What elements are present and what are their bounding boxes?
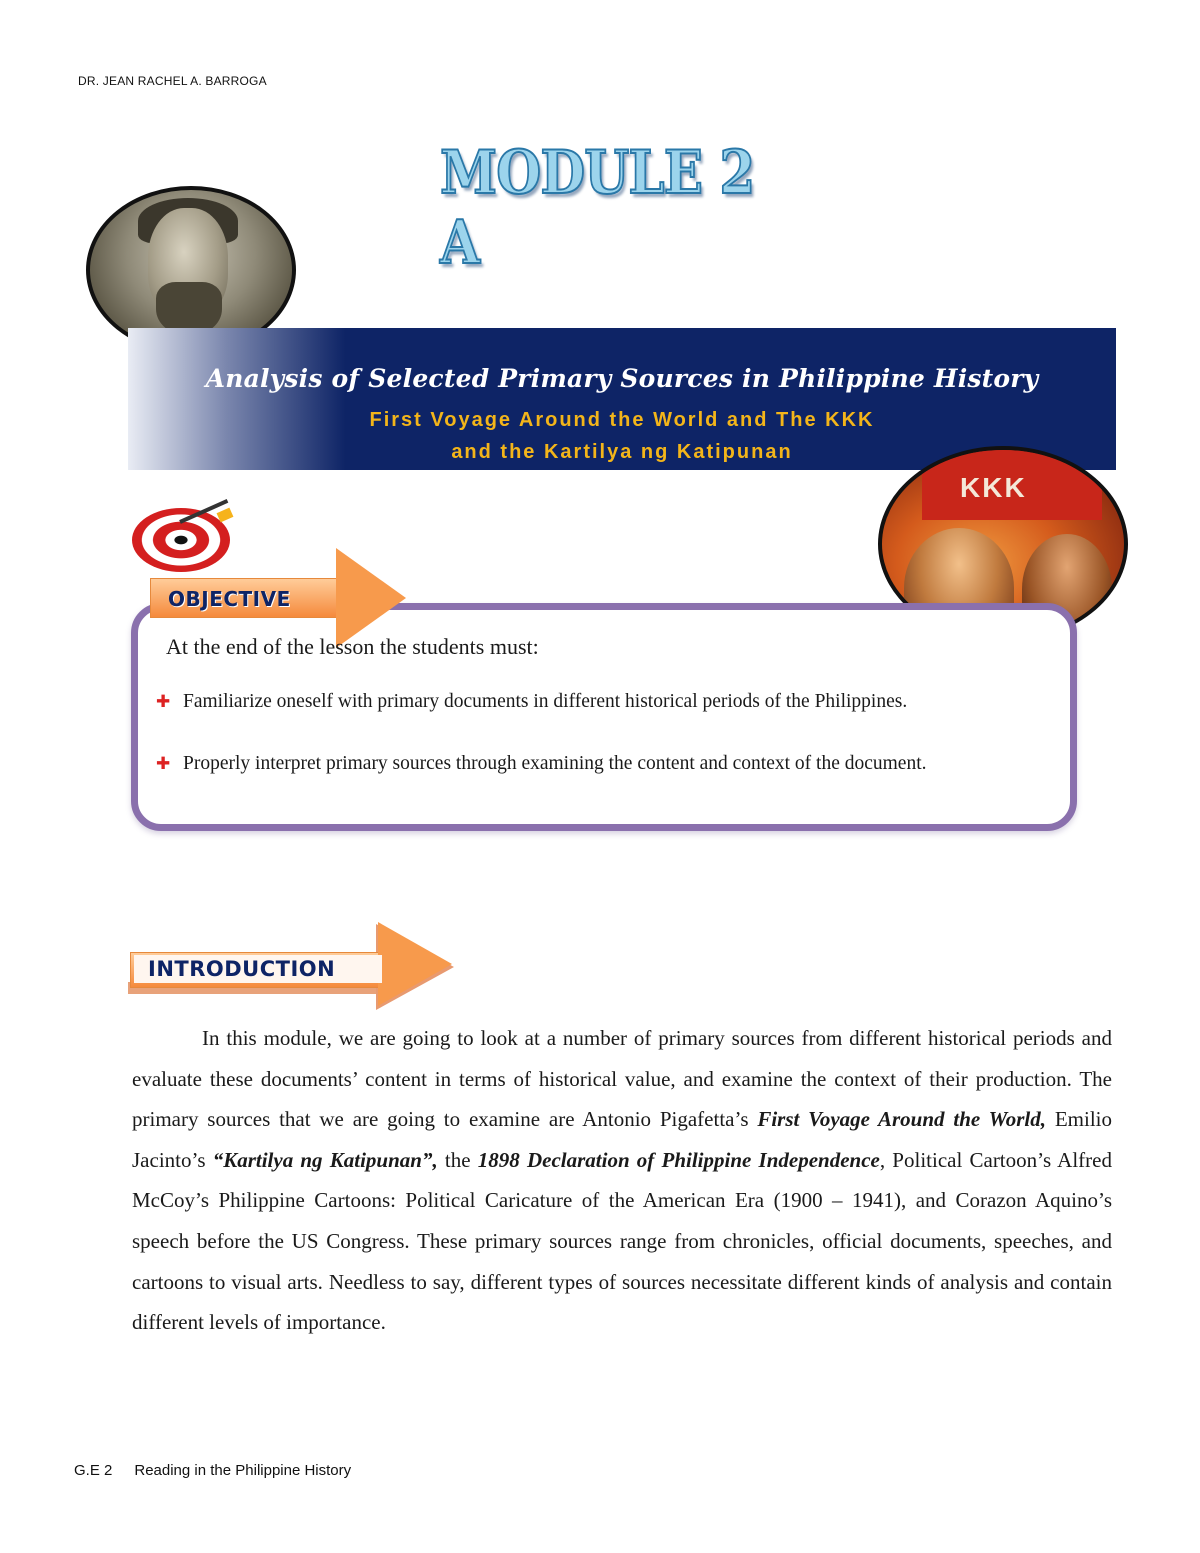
title-first-voyage: First Voyage Around the World, [757, 1107, 1047, 1132]
introduction-arrow [128, 922, 454, 1010]
module-title: MODULE 2 A [440, 138, 755, 278]
title-declaration: 1898 Declaration of Philippine Independence [477, 1147, 880, 1172]
arrow-bullet-icon: ✚ [156, 754, 171, 773]
footer-subject: Reading in the Philippine History [134, 1462, 352, 1479]
banner-subtitle-line1: First Voyage Around the World and The KKK [369, 409, 875, 431]
introduction-paragraph: In this module, we are going to look at a number of primary sources from different historical periods and evaluate these documents’ content in terms of historical value, and examine the context of their production. The primary sources that we are going to examine are Antonio Pigafetta’s First Voyage Around the World, Emilio Jacinto’s “Kartilya ng Katipunan”, the 1898 Declaration of Philippine Independence, Political Cartoon’s Alfred McCoy’s Philippine Cartoons: Political Caricature of the American Era (1900 – 1941), and Corazon Aquino’s speech before the US Congress. These primary sources range from chronicles, official documents, speeches, and cartoons to visual arts. Needless to say, different types of sources necessitate different kinds of analysis and contain different levels of importance. [132, 1026, 1112, 1335]
arrow-bullet-icon: ✚ [156, 692, 171, 711]
objective-label: OBJECTIVE [168, 587, 291, 611]
banner-subtitle-line2: and the Kartilya ng Katipunan [451, 441, 793, 463]
objective-arrow [150, 548, 410, 648]
objective-item: Properly interpret primary sources through examining the content and context of the document. [183, 753, 927, 774]
kkk-flag-text: KKK [960, 472, 1027, 503]
title-kartilya: “Kartilya ng Katipunan”, [212, 1147, 438, 1172]
title-banner [128, 328, 1116, 470]
page-footer [74, 1462, 351, 1479]
author-name: DR. JEAN RACHEL A. BARROGA [78, 74, 267, 88]
footer-course: G.E 2 [74, 1462, 113, 1479]
introduction-label: INTRODUCTION [148, 957, 336, 981]
objective-intro: At the end of the lesson the students must: [166, 634, 539, 659]
banner-title: Analysis of Selected Primary Sources in Philippine History [205, 364, 1039, 393]
objective-item: Familiarize oneself with primary documents in different historical periods of the Philippines. [183, 691, 908, 712]
